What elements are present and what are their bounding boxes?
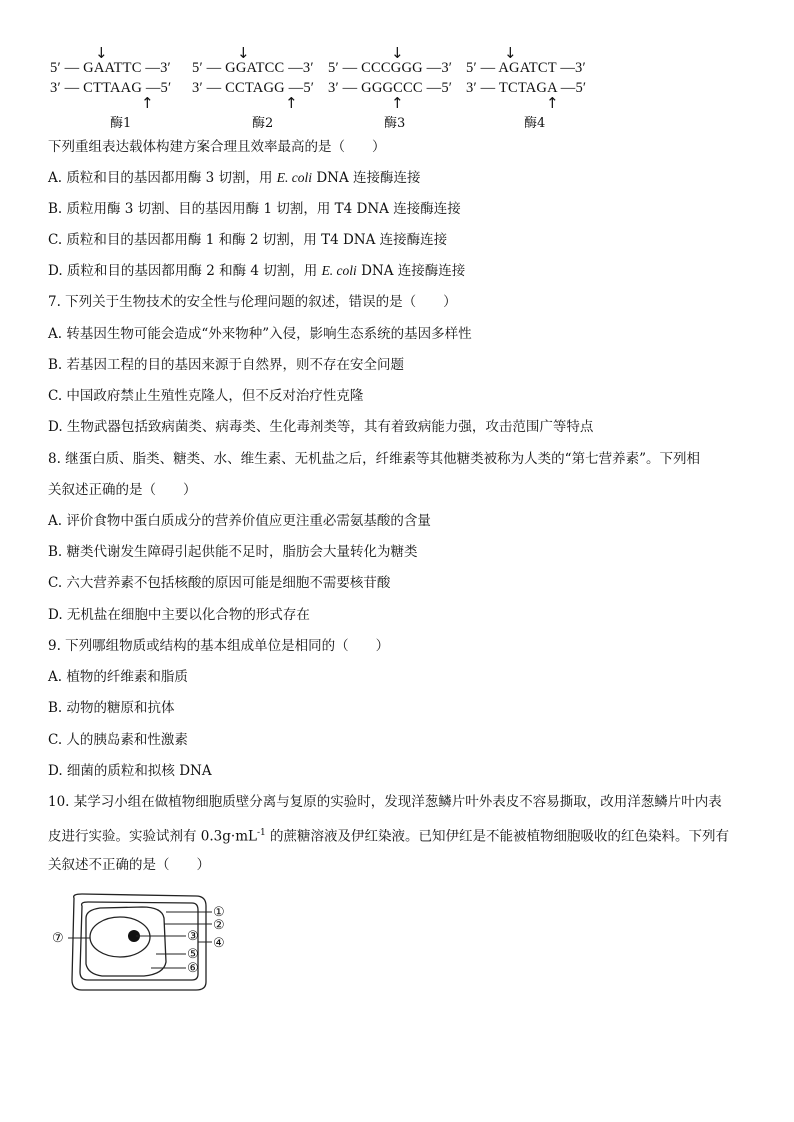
label-1: ①: [213, 905, 225, 920]
label-7: ⑦: [52, 931, 64, 946]
q9-option-a: A. 植物的纤维素和脂质: [48, 669, 188, 685]
cut-arrow-up-icon: ↑: [285, 94, 298, 112]
label-3: ③: [187, 929, 199, 944]
label-5: ⑤: [187, 947, 199, 962]
cut-arrow-down-icon: ↓: [237, 44, 250, 62]
enzyme-3-label: 酶3: [384, 116, 406, 131]
q7-stem: 7. 下列关于生物技术的安全性与伦理问题的叙述，错误的是（ ）: [48, 294, 457, 310]
enzyme-2-top-strand: 5′ — GGATCC —3′: [192, 60, 314, 76]
q9-option-c: C. 人的胰岛素和性激素: [48, 732, 188, 748]
q8-option-b: B. 糖类代谢发生障碍引起供能不足时，脂肪会大量转化为糖类: [48, 544, 418, 560]
enzyme-3-bottom-strand: 3′ — GGGCCC —5′: [328, 80, 453, 96]
q10-stem-line1: 10. 某学习小组在做植物细胞质壁分离与复原的实验时，发现洋葱鳞片叶外表皮不容易撕取，改用洋葱鳞片叶内表: [48, 794, 722, 810]
q6-option-a-text: A. 质粒和目的基因都用酶 3 切割，用: [48, 170, 277, 186]
cut-arrow-up-icon: ↑: [391, 94, 404, 112]
enzyme-2-label: 酶2: [252, 116, 274, 131]
q8-option-a: A. 评价食物中蛋白质成分的营养价值应更注重必需氨基酸的含量: [48, 513, 431, 529]
q10-stem-line2: [48, 824, 729, 846]
q10-stem-line3: 关叙述不正确的是（ ）: [48, 857, 210, 873]
vacuole: [90, 917, 150, 957]
q6-option-d-text-end: DNA 连接酶连接: [356, 263, 466, 279]
enzyme-4-bottom-strand: 3′ — TCTAGA —5′: [466, 80, 587, 96]
cut-arrow-up-icon: ↑: [546, 94, 559, 112]
q6-option-d-ecoli: E. coli: [321, 263, 357, 278]
q6-stem: 下列重组表达载体构建方案合理且效率最高的是（ ）: [48, 139, 386, 155]
q9-option-b: B. 动物的糖原和抗体: [48, 700, 175, 716]
cut-arrow-down-icon: ↓: [504, 44, 517, 62]
q6-option-a: [48, 169, 421, 187]
q8-stem-line2: 关叙述正确的是（ ）: [48, 482, 197, 498]
q9-option-d: D. 细菌的质粒和拟核 DNA: [48, 763, 212, 779]
q10-stem-line2-text: 皮进行实验。实验试剂有 0.3g·mL: [48, 828, 257, 845]
q10-unit-exponent: -1: [256, 828, 266, 838]
q10-stem-line2-text-end: 的蔗糖溶液及伊红染液。已知伊红是不能被植物细胞吸收的红色染料。下列有: [265, 828, 730, 845]
enzyme-4-label: 酶4: [524, 116, 546, 131]
label-4: ④: [213, 936, 225, 951]
cut-arrow-up-icon: ↑: [141, 94, 154, 112]
label-2: ②: [213, 918, 225, 933]
q6-option-c: C. 质粒和目的基因都用酶 1 和酶 2 切割，用 T4 DNA 连接酶连接: [48, 232, 448, 248]
q7-option-b: B. 若基因工程的目的基因来源于自然界，则不存在安全问题: [48, 357, 405, 373]
q8-option-d: D. 无机盐在细胞中主要以化合物的形式存在: [48, 607, 310, 623]
label-6: ⑥: [187, 961, 199, 976]
q8-stem-line1: 8. 继蛋白质、脂类、糖类、水、维生素、无机盐之后，纤维素等其他糖类被称为人类的“第七营养素”。下列相: [48, 451, 700, 467]
enzyme-1-label: 酶1: [110, 116, 132, 131]
enzyme-3-top-strand: 5′ — CCCGGG —3′: [328, 60, 453, 76]
q6-option-d-text: D. 质粒和目的基因都用酶 2 和酶 4 切割，用: [48, 263, 322, 279]
q7-option-c: C. 中国政府禁止生殖性克隆人，但不反对治疗性克隆: [48, 388, 364, 404]
cut-arrow-down-icon: ↓: [95, 44, 108, 62]
enzyme-figure: [0, 46, 794, 130]
enzyme-1-top-strand: 5′ — GAATTC —3′: [50, 60, 171, 76]
q6-option-a-text-end: DNA 连接酶连接: [312, 170, 421, 186]
enzyme-2-bottom-strand: 3′ — CCTAGG —5′: [192, 80, 315, 96]
plant-cell-diagram: [46, 892, 246, 992]
q6-option-d: [48, 262, 465, 280]
q9-stem: 9. 下列哪组物质或结构的基本组成单位是相同的（ ）: [48, 638, 390, 654]
enzyme-4-top-strand: 5′ — AGATCT —3′: [466, 60, 586, 76]
q7-option-a: A. 转基因生物可能会造成“外来物种”入侵，影响生态系统的基因多样性: [48, 326, 472, 342]
enzyme-1-bottom-strand: 3′ — CTTAAG —5′: [50, 80, 172, 96]
q8-option-c: C. 六大营养素不包括核酸的原因可能是细胞不需要核苷酸: [48, 575, 391, 591]
q6-option-a-ecoli: E. coli: [276, 170, 313, 185]
q7-option-d: D. 生物武器包括致病菌类、病毒类、生化毒剂类等，其有着致病能力强，攻击范围广等特点: [48, 419, 594, 435]
q6-option-b: B. 质粒用酶 3 切割、目的基因用酶 1 切割，用 T4 DNA 连接酶连接: [48, 201, 461, 217]
cut-arrow-down-icon: ↓: [391, 44, 404, 62]
